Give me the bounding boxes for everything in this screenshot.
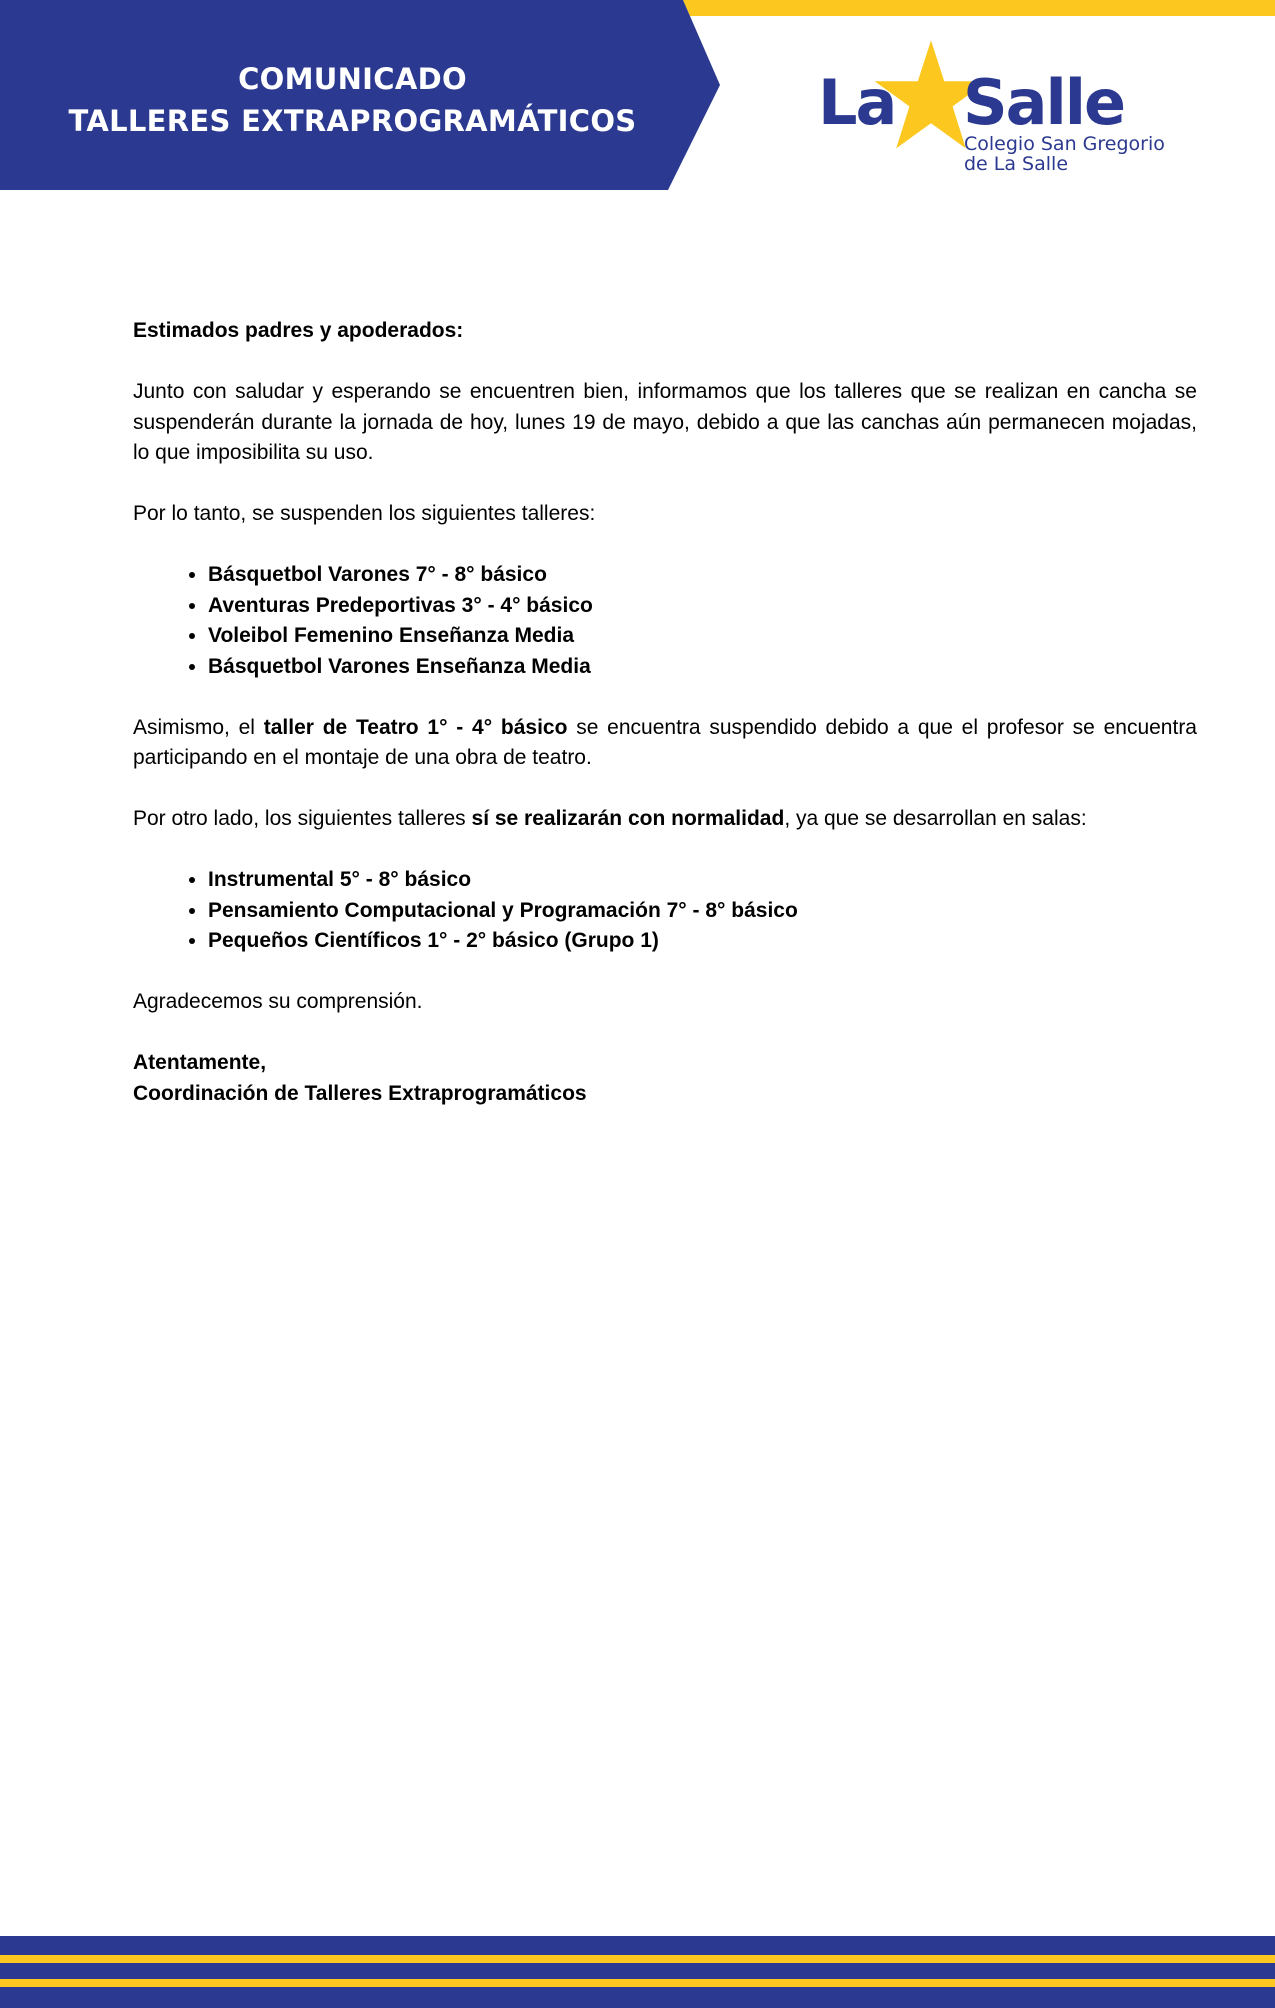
list-item: • Pensamiento Computacional y Programación 7° - 8° básico — [208, 896, 1197, 927]
list-item: • Pequeños Científicos 1° - 2° básico (Grupo 1) — [208, 926, 1197, 957]
active-workshops-list — [133, 865, 1197, 957]
logo-subtitle-line-1: Colegio San Gregorio — [964, 133, 1165, 155]
title-line-2: TALLERES EXTRAPROGRAMÁTICOS — [68, 104, 637, 138]
header-yellow-bar — [690, 0, 1275, 18]
list-item: • Básquetbol Varones 7° - 8° básico — [208, 560, 1197, 591]
letter-body — [133, 316, 1197, 1109]
list-item: • Básquetbol Varones Enseñanza Media — [208, 652, 1197, 683]
title-line-1: COMUNICADO — [238, 62, 467, 96]
paragraph-suspended-lead: Por lo tanto, se suspenden los siguientes talleres: — [133, 502, 596, 525]
school-logo — [818, 38, 1178, 188]
list-item: • Instrumental 5° - 8° básico — [208, 865, 1197, 896]
signature: Coordinación de Talleres Extraprogramáticos — [133, 1081, 587, 1105]
list-item: • Aventuras Predeportivas 3° - 4° básico — [208, 591, 1197, 622]
logo-subtitle-line-2: de La Salle — [964, 153, 1069, 175]
list-item: • Voleibol Femenino Enseñanza Media — [208, 621, 1197, 652]
closing: Atentamente, — [133, 1051, 267, 1074]
logo-word-la: La — [818, 66, 896, 139]
footer-stripes — [0, 1936, 1275, 2008]
logo-subtitle — [964, 134, 1165, 174]
logo-word-salle: Salle — [963, 66, 1125, 139]
paragraph-thanks: Agradecemos su comprensión. — [133, 990, 423, 1013]
paragraph-theatre: Asimismo, el taller de Teatro 1° - 4° básico se encuentra suspendido debido a que el profesor se encuentra participando en el montaje de una obra de teatro. — [133, 715, 1197, 769]
suspended-workshops-list — [133, 560, 1197, 682]
paragraph-active-lead: Por otro lado, los siguientes talleres sí se realizarán con normalidad, ya que se desarrollan en salas: — [133, 807, 1087, 830]
greeting: Estimados padres y apoderados: — [133, 319, 464, 342]
paragraph-intro: Junto con saludar y esperando se encuentren bien, informamos que los talleres que se realizan en cancha se suspenderán durante la jornada de hoy, lunes 19 de mayo, debido a que las canchas aún permanecen mojadas, lo que imposibilita su uso. — [133, 380, 1197, 464]
document-title — [0, 58, 705, 142]
